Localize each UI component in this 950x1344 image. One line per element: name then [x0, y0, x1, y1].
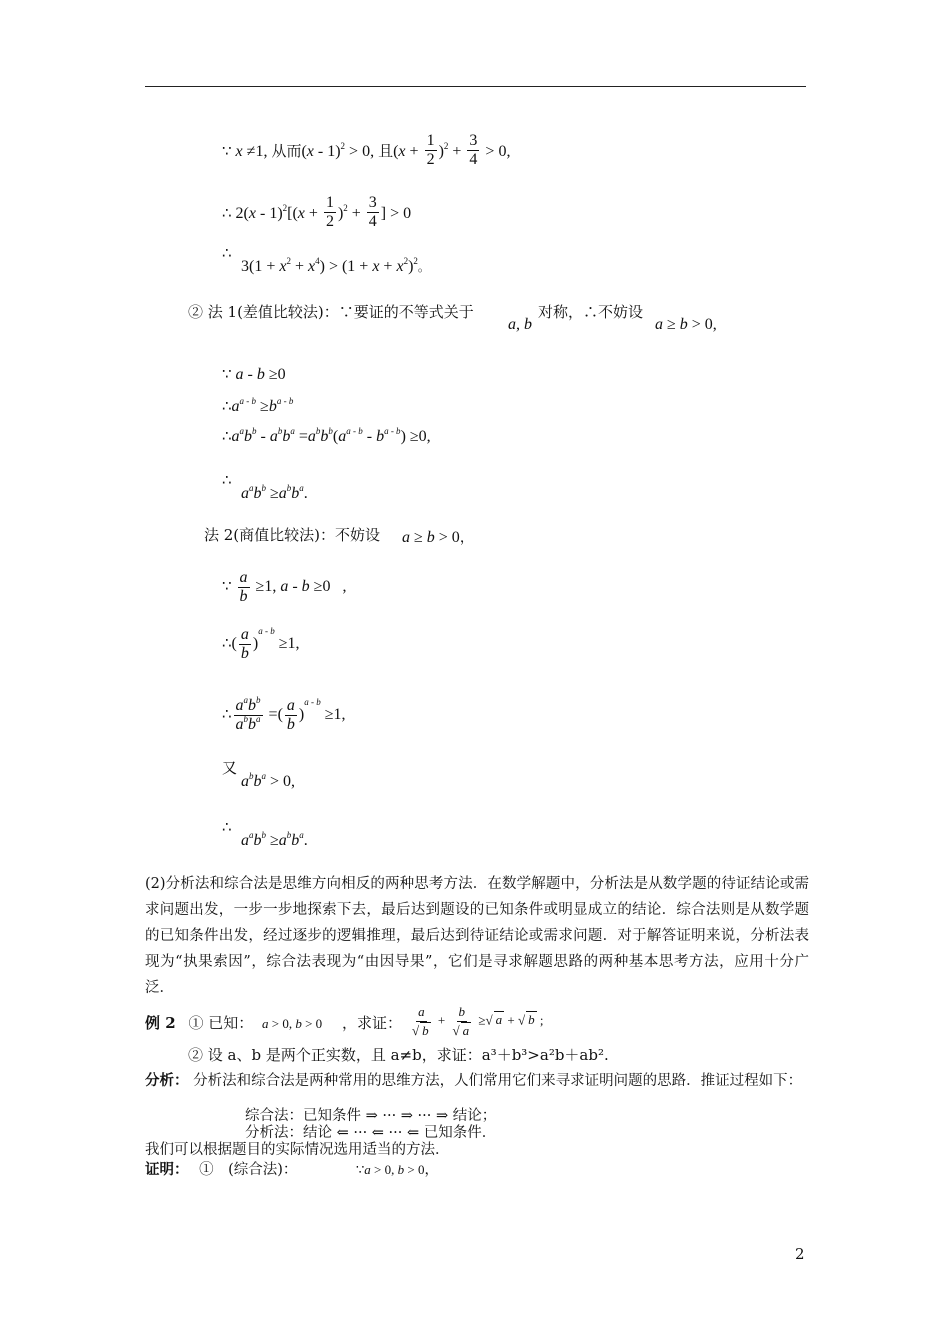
- m1-step2: $\therefore a^{a - b} \ge b^{a - b}$: [222, 396, 294, 415]
- m2-step4: $a^bb^a > 0$,: [241, 771, 296, 790]
- m1-step1: ∵ a - b ≥0: [222, 365, 286, 383]
- example2-line1: 例 2 ① 已知：: [145, 1014, 254, 1032]
- analysis-method-line: 分析法：结论 ⇐ ··· ⇐ ··· ⇐ 已知条件．: [245, 1125, 497, 1141]
- formula-line-3: $3(1 + x^2 + x^4) > (1 + x + x^2)^2$。: [241, 256, 430, 275]
- assume-ab: a ≥ b > 0,: [655, 316, 717, 333]
- formula-line-1: ∵ x ≠1, 从而(x - 1)$^2$ > 0, 且(x + $\frac{1}{2}$ )$^2$ + $\frac{3}{4}$ > 0,: [222, 132, 511, 168]
- header-rule: [145, 86, 806, 87]
- ex2-prove-label: ，求证：: [342, 1014, 403, 1032]
- ex2-given: a > 0, b > 0: [262, 1016, 323, 1031]
- choose-method-line: 我们可以根据题目的实际情况选用适当的方法．: [145, 1142, 450, 1158]
- therefore-3: ∴: [222, 244, 232, 262]
- therefore-m2: ∴: [222, 818, 232, 836]
- example2-line2: ② 设 a、b 是两个正实数，且 a≠b，求证：a³＋b³>a²b＋ab².: [188, 1046, 609, 1064]
- you-label: 又: [222, 759, 238, 777]
- synthesis-method-line: 综合法：已知条件 ⇒ ··· ⇒ ··· ⇒ 结论；: [245, 1108, 497, 1124]
- m2-step1: ∵ $\frac{a}{b}$ ≥1, a - b ≥0 ,: [222, 569, 347, 605]
- method-paragraph: (2)分析法和综合法是思维方向相反的两种思考方法．在数学解题中，分析法是从数学题的待证结论或需求问题出发，一步一步地探索下去，最后达到题设的已知条件或明显成立的结论．综合法则是从数学题的已知条件出发，经过逐步的逻辑推理，最后达到待证结论或需求问题．对于解答证明来说，分析法表现为“执果索因”，综合法表现为“由因导果”，它们是寻求解题思路的两种基本思考方法，应用十分广泛．: [145, 876, 809, 996]
- formula-line-2: ∴ 2(x - 1)$^2$[(x + $\frac{1}{2}$ )$^2$ + $\frac{3}{4}$ ] > 0: [222, 194, 412, 230]
- proof-given: ∵a > 0, b > 0，: [356, 1162, 439, 1178]
- m2-step2: ∴( $\frac{a}{b}$ )$^{a - b}$ ≥1,: [222, 626, 300, 662]
- ex2-inequality: $\frac{a}{√ b}$ + $\frac{b}{√ a}$ ≥√ a + √ b ;: [412, 1004, 544, 1038]
- page-number: 2: [795, 1245, 805, 1263]
- symmetric-text: 对称，∴不妨设: [538, 303, 644, 321]
- proof-line: 证明： ① (综合法)：: [145, 1161, 298, 1178]
- m1-conclusion: $a^ab^b \ge a^bb^a$.: [241, 483, 308, 502]
- analysis-line: 分析： 分析法和综合法是两种常用的思维方法，人们常用它们来寻求证明问题的思路．推证过程如下：: [145, 1072, 803, 1089]
- therefore-m1: ∴: [222, 471, 232, 489]
- m2-step3: ∴ $\frac{a^ab^b}{a^bb^a}$ =( $\frac{a}{b}$ )$^{a - b}$ ≥1,: [222, 695, 346, 733]
- m1-step3: $\therefore a^ab^b - a^bb^a =a^bb^b(a^{a - b} - b^{a - b}) \ge 0$,: [222, 426, 431, 445]
- m2-conclusion: $a^ab^b \ge a^bb^a$.: [241, 830, 308, 849]
- method1-intro: ② 法 1(差值比较法)：∵要证的不等式关于: [188, 303, 474, 321]
- method2-intro: 法 2(商值比较法)：不妨设: [204, 526, 381, 544]
- ab-var: a, b: [508, 316, 532, 333]
- assume-ab-2: a ≥ b > 0，: [402, 529, 474, 546]
